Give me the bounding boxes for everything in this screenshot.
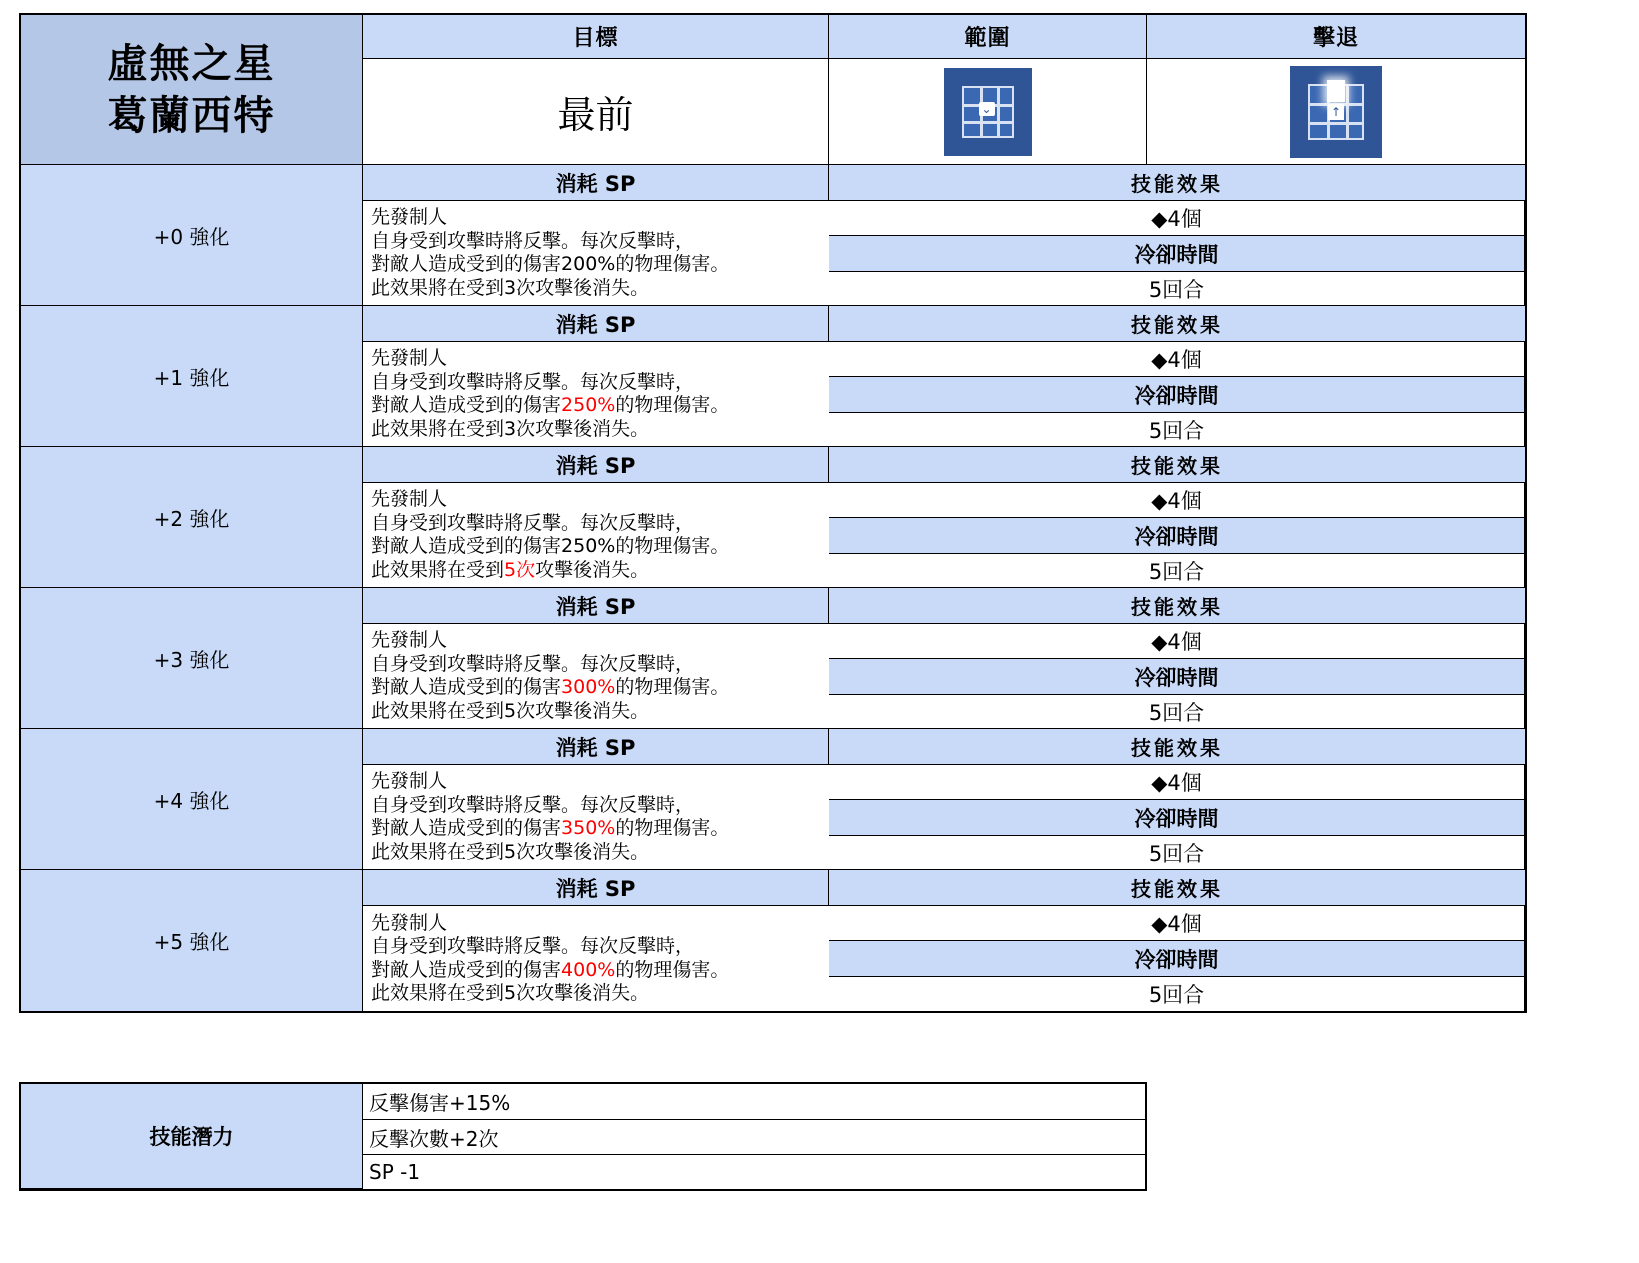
cooldown-value: 5回合 bbox=[829, 977, 1525, 1011]
sp-cost-value: ◆4個 bbox=[829, 483, 1525, 518]
sp-cost-label: 消耗 SP bbox=[363, 588, 829, 624]
effect-line: 對敵人造成受到的傷害250%的物理傷害。 bbox=[371, 394, 730, 416]
sp-cost-label: 消耗 SP bbox=[363, 306, 829, 342]
level-label: +5 強化 bbox=[21, 870, 363, 1011]
potential-item: 反擊傷害+15% bbox=[363, 1084, 1145, 1120]
level-label: +4 強化 bbox=[21, 729, 363, 870]
level-label: +0 強化 bbox=[21, 165, 363, 306]
knockback-cell bbox=[1147, 59, 1525, 165]
sp-cost-label: 消耗 SP bbox=[363, 870, 829, 906]
range-grid-icon: ⌄ bbox=[944, 68, 1032, 156]
effect-header: 技能效果 bbox=[829, 729, 1525, 765]
effect-header: 技能效果 bbox=[829, 588, 1525, 624]
cooldown-label: 冷卻時間 bbox=[829, 941, 1525, 977]
level-block bbox=[21, 306, 1525, 447]
level-block bbox=[21, 165, 1525, 306]
effect-text bbox=[363, 201, 829, 306]
skill-table bbox=[19, 13, 1527, 1013]
effect-line: 對敵人造成受到的傷害200%的物理傷害。 bbox=[371, 253, 730, 275]
effect-line: 此效果將在受到5次攻擊後消失。 bbox=[371, 982, 650, 1004]
cooldown-label: 冷卻時間 bbox=[829, 800, 1525, 836]
effect-line: 此效果將在受到5次攻擊後消失。 bbox=[371, 558, 650, 581]
skill-potential-label: 技能潛力 bbox=[21, 1084, 363, 1189]
hit-count-value: 5次 bbox=[504, 699, 536, 722]
effect-text bbox=[363, 624, 829, 729]
sp-cost-label: 消耗 SP bbox=[363, 729, 829, 765]
cooldown-label: 冷卻時間 bbox=[829, 659, 1525, 695]
effect-line: 自身受到攻擊時將反擊。每次反擊時， bbox=[371, 511, 695, 534]
effect-text bbox=[363, 342, 829, 447]
effect-text bbox=[363, 483, 829, 588]
cooldown-value: 5回合 bbox=[829, 836, 1525, 870]
enhancement-levels bbox=[21, 165, 1525, 1011]
effect-line: 對敵人造成受到的傷害350%的物理傷害。 bbox=[371, 817, 730, 839]
effect-line: 自身受到攻擊時將反擊。每次反擊時， bbox=[371, 793, 695, 816]
effect-line: 先發制人 bbox=[371, 629, 448, 651]
effect-line: 自身受到攻擊時將反擊。每次反擊時， bbox=[371, 229, 695, 252]
cooldown-label: 冷卻時間 bbox=[829, 518, 1525, 554]
level-label: +2 強化 bbox=[21, 447, 363, 588]
effect-line: 先發制人 bbox=[371, 488, 448, 510]
hit-count-value: 5次 bbox=[504, 558, 536, 581]
cooldown-value: 5回合 bbox=[829, 695, 1525, 729]
range-header: 範圍 bbox=[829, 15, 1147, 59]
sp-cost-label: 消耗 SP bbox=[363, 447, 829, 483]
effect-header: 技能效果 bbox=[829, 870, 1525, 906]
level-block bbox=[21, 729, 1525, 870]
effect-line: 先發制人 bbox=[371, 911, 448, 934]
damage-value: 250% bbox=[561, 535, 616, 557]
sp-cost-label: 消耗 SP bbox=[363, 165, 829, 201]
effect-line: 此效果將在受到3次攻擊後消失。 bbox=[371, 276, 650, 299]
cooldown-value: 5回合 bbox=[829, 554, 1525, 588]
effect-line: 先發制人 bbox=[371, 347, 448, 369]
level-block bbox=[21, 588, 1525, 729]
effect-text bbox=[363, 765, 829, 870]
effect-line: 自身受到攻擊時將反擊。每次反擊時， bbox=[371, 935, 695, 957]
hit-count-value: 3次 bbox=[504, 417, 536, 440]
damage-value: 350% bbox=[561, 817, 616, 839]
sp-cost-value: ◆4個 bbox=[829, 624, 1525, 659]
hit-count-value: 3次 bbox=[504, 276, 536, 299]
target-header: 目標 bbox=[363, 15, 829, 59]
level-block bbox=[21, 870, 1525, 1011]
skill-header bbox=[21, 15, 1525, 165]
effect-line: 自身受到攻擊時將反擊。每次反擊時， bbox=[371, 370, 695, 393]
cooldown-value: 5回合 bbox=[829, 413, 1525, 447]
damage-value: 300% bbox=[561, 676, 616, 698]
effect-line: 先發制人 bbox=[371, 206, 448, 228]
effect-line: 此效果將在受到5次攻擊後消失。 bbox=[371, 699, 650, 722]
sp-cost-value: ◆4個 bbox=[829, 201, 1525, 236]
skill-potential-table bbox=[19, 1082, 1147, 1191]
effect-line: 對敵人造成受到的傷害400%的物理傷害。 bbox=[371, 958, 730, 981]
effect-header: 技能效果 bbox=[829, 165, 1525, 201]
cooldown-value: 5回合 bbox=[829, 272, 1525, 306]
range-cell bbox=[829, 59, 1147, 165]
effect-line: 自身受到攻擊時將反擊。每次反擊時， bbox=[371, 652, 695, 675]
sp-cost-value: ◆4個 bbox=[829, 342, 1525, 377]
effect-header: 技能效果 bbox=[829, 306, 1525, 342]
sp-cost-value: ◆4個 bbox=[829, 906, 1525, 941]
effect-line: 此效果將在受到3次攻擊後消失。 bbox=[371, 417, 650, 440]
damage-value: 250% bbox=[561, 394, 616, 416]
knockback-header: 擊退 bbox=[1147, 15, 1525, 59]
cooldown-label: 冷卻時間 bbox=[829, 377, 1525, 413]
level-label: +1 強化 bbox=[21, 306, 363, 447]
knockback-grid-icon: ↑ bbox=[1290, 66, 1382, 158]
sp-cost-value: ◆4個 bbox=[829, 765, 1525, 800]
character-name-line1: 虛無之星 bbox=[107, 40, 276, 87]
target-value: 最前 bbox=[363, 59, 829, 165]
hit-count-value: 5次 bbox=[504, 982, 536, 1004]
level-block bbox=[21, 447, 1525, 588]
potential-item: SP -1 bbox=[363, 1155, 1145, 1189]
level-label: +3 強化 bbox=[21, 588, 363, 729]
potential-item: 反擊次數+2次 bbox=[363, 1120, 1145, 1155]
effect-header: 技能效果 bbox=[829, 447, 1525, 483]
effect-line: 此效果將在受到5次攻擊後消失。 bbox=[371, 840, 650, 863]
cooldown-label: 冷卻時間 bbox=[829, 236, 1525, 272]
effect-text bbox=[363, 906, 829, 1011]
character-name bbox=[21, 15, 363, 165]
damage-value: 400% bbox=[561, 958, 616, 981]
damage-value: 200% bbox=[561, 253, 616, 275]
effect-line: 對敵人造成受到的傷害300%的物理傷害。 bbox=[371, 676, 730, 698]
character-name-line2: 葛蘭西特 bbox=[107, 92, 276, 139]
effect-line: 對敵人造成受到的傷害250%的物理傷害。 bbox=[371, 535, 730, 557]
hit-count-value: 5次 bbox=[504, 840, 536, 863]
effect-line: 先發制人 bbox=[371, 770, 448, 792]
